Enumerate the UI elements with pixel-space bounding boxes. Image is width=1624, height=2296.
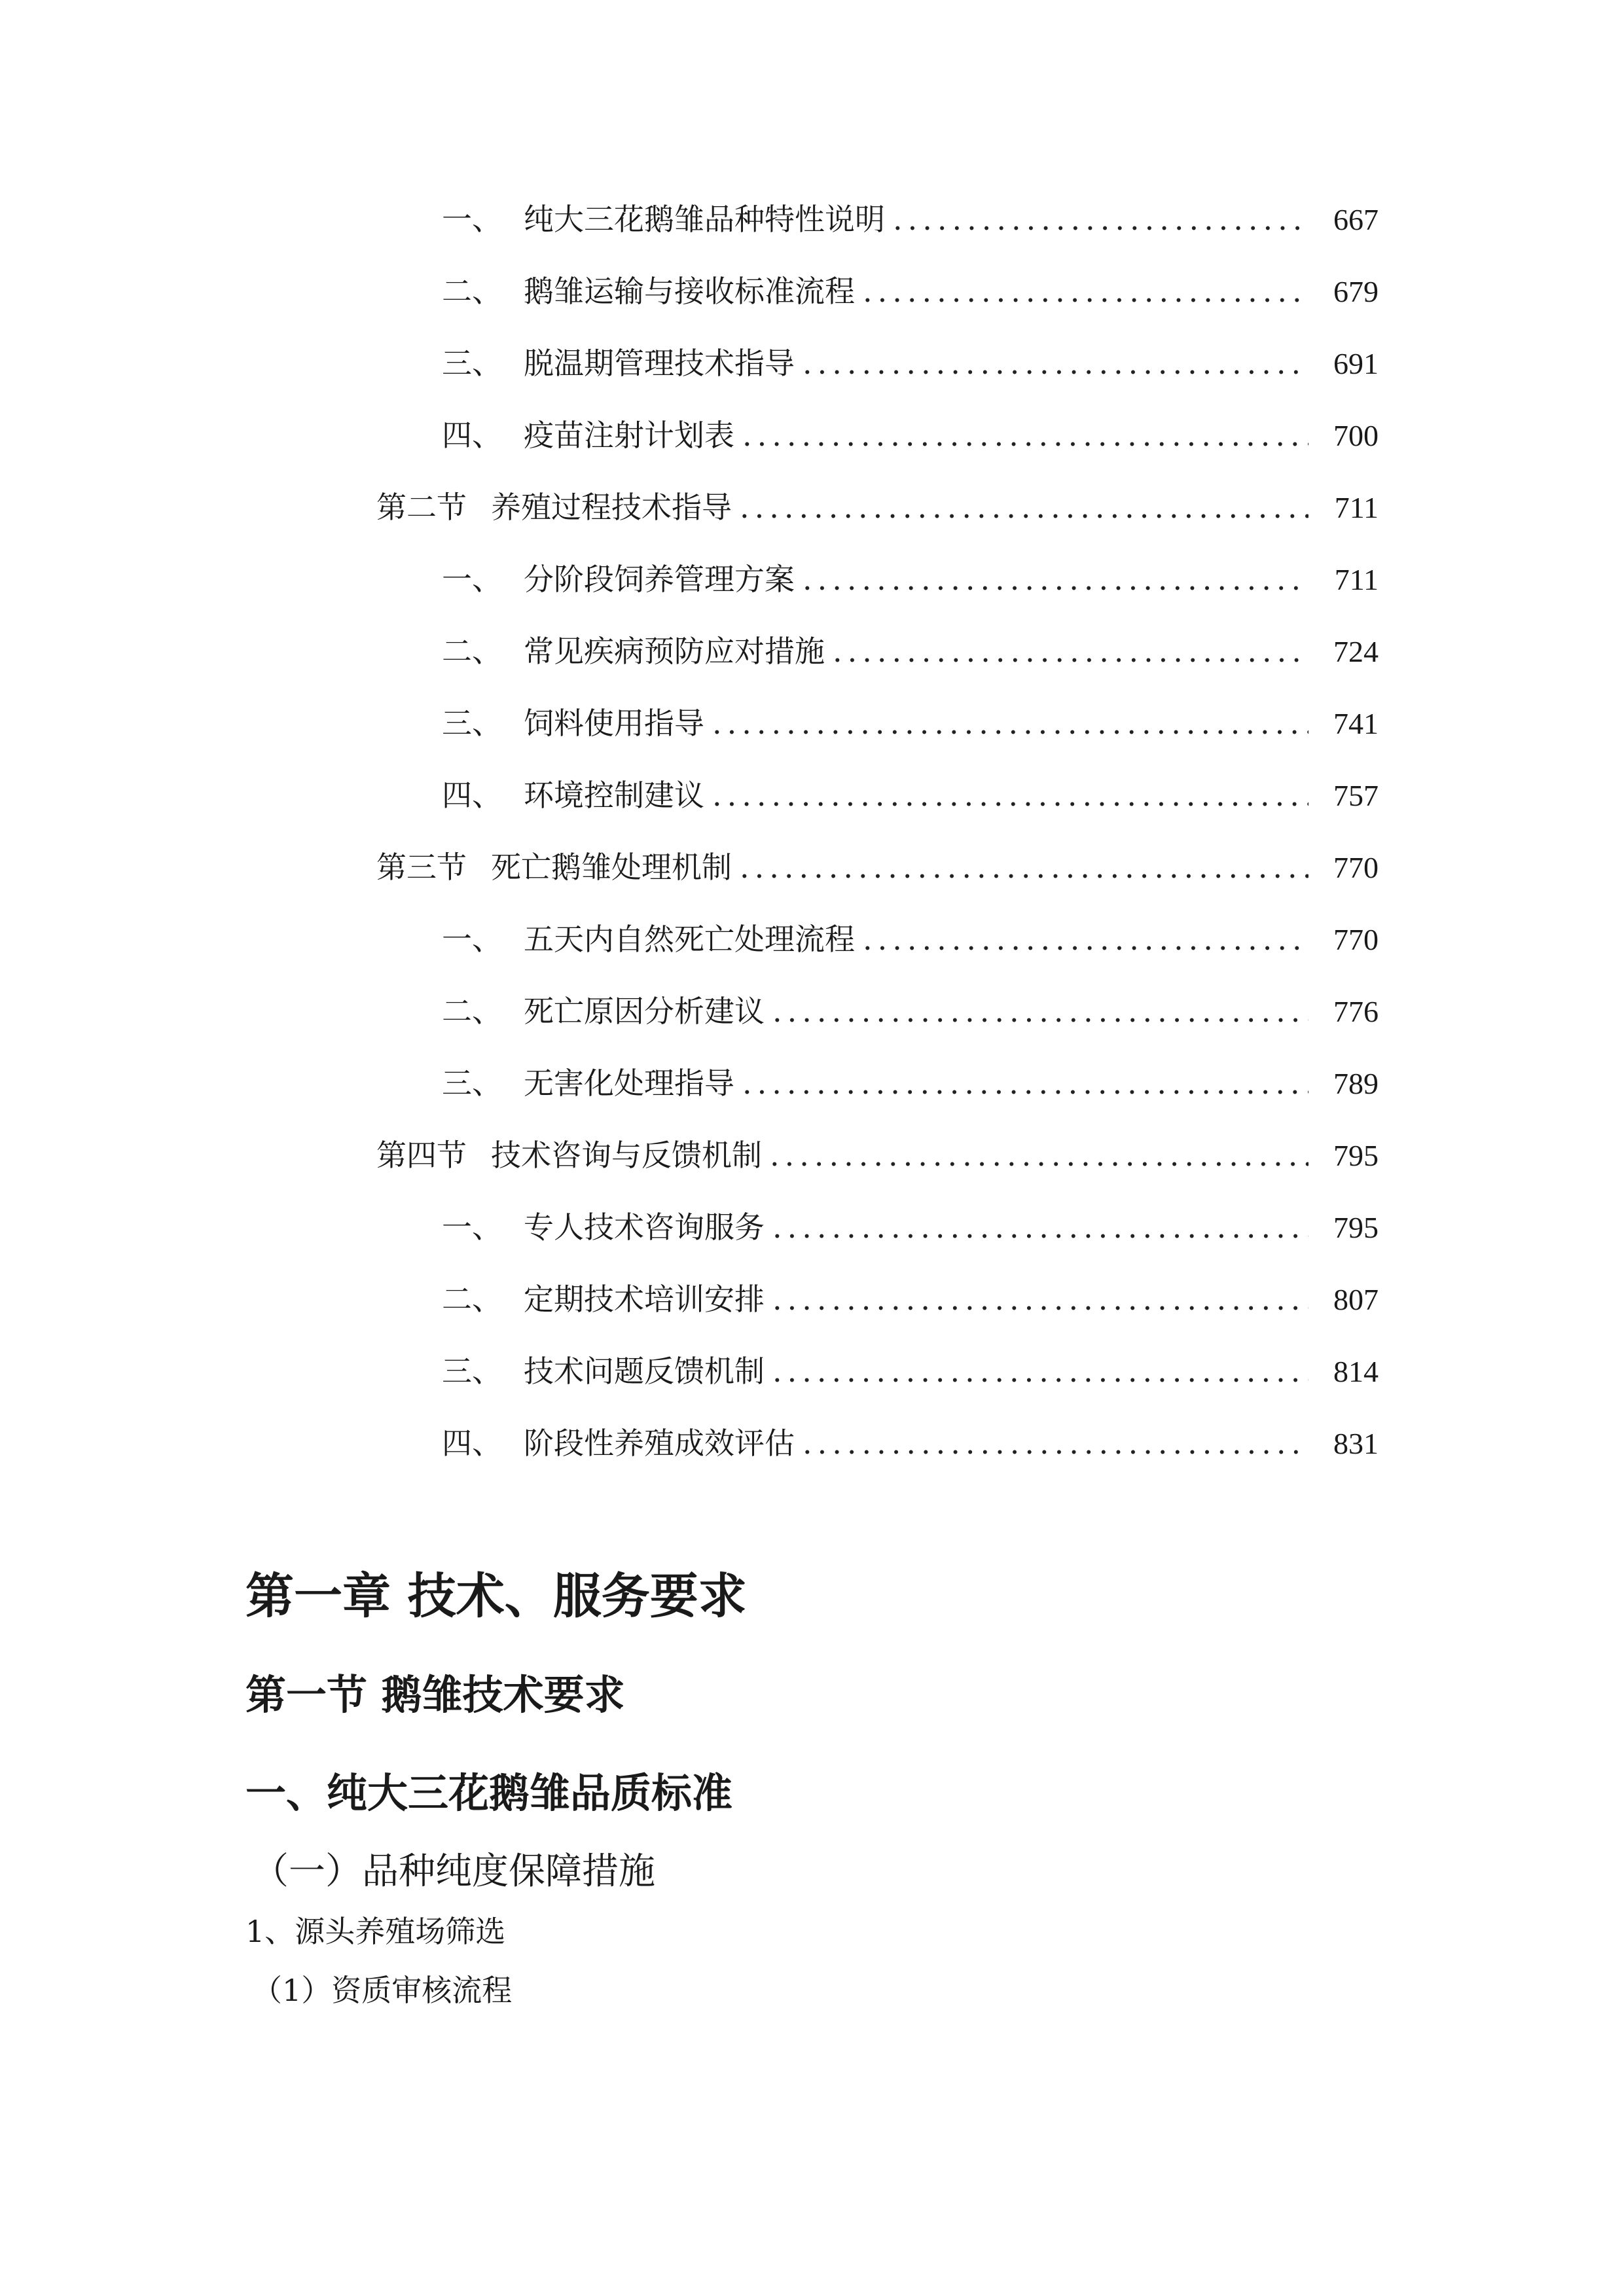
- toc-entry-number: 四、: [442, 778, 502, 813]
- toc-entry-number: 第四节: [376, 1138, 467, 1173]
- toc-entry-page: 807: [1333, 1283, 1379, 1316]
- toc-entry-number: 三、: [442, 706, 502, 741]
- toc-entry-number: 二、: [442, 994, 502, 1029]
- toc-dot-leader: [803, 553, 1308, 605]
- toc-entry-title: 鹅雏运输与接收标准流程: [524, 274, 855, 309]
- toc-entry[interactable]: [442, 769, 1379, 821]
- toc-entry-number: 三、: [442, 1354, 502, 1389]
- toc-entry-page: 667: [1333, 203, 1379, 236]
- toc-entry[interactable]: [442, 193, 1379, 245]
- toc-entry-title: 分阶段饲养管理方案: [524, 562, 795, 597]
- toc-section-entry[interactable]: [376, 1129, 1379, 1181]
- toc-dot-leader: [740, 841, 1308, 893]
- toc-dot-leader: [803, 1417, 1308, 1469]
- toc-entry-number: 一、: [442, 562, 502, 597]
- toc-entry-page: 789: [1333, 1067, 1379, 1100]
- toc-entry-page: 814: [1333, 1355, 1379, 1388]
- toc-entry-title: 五天内自然死亡处理流程: [524, 922, 855, 957]
- toc-entry-number: 四、: [442, 1426, 502, 1461]
- toc-entry[interactable]: [442, 985, 1379, 1037]
- chapter-heading: 第一章 技术、服务要求: [245, 1568, 747, 1624]
- toc-entry-page: 711: [1334, 563, 1379, 596]
- toc-section-entry[interactable]: [376, 481, 1379, 533]
- toc-entry-title: 纯大三花鹅雏品种特性说明: [524, 202, 885, 237]
- numbered-sub-heading: （1）资质审核流程: [252, 1973, 513, 2008]
- toc-entry-page: 679: [1333, 275, 1379, 308]
- toc-entry-title: 技术咨询与反馈机制: [491, 1138, 762, 1173]
- toc-entry[interactable]: [442, 265, 1379, 317]
- toc-dot-leader: [740, 481, 1308, 533]
- section-heading: 第一节 鹅雏技术要求: [245, 1671, 625, 1719]
- toc-entry-page: 795: [1333, 1211, 1379, 1244]
- toc-entry-number: 三、: [442, 346, 502, 381]
- toc-entry-title: 阶段性养殖成效评估: [524, 1426, 795, 1461]
- toc-entry-number: 一、: [442, 202, 502, 237]
- toc-entry-page: 795: [1333, 1139, 1379, 1172]
- toc-section-entry[interactable]: [376, 841, 1379, 893]
- toc-entry[interactable]: [442, 1201, 1379, 1253]
- toc-entry[interactable]: [442, 409, 1379, 461]
- toc-entry-title: 定期技术培训安排: [524, 1282, 765, 1317]
- toc-entry-title: 常见疾病预防应对措施: [524, 634, 825, 669]
- subsection-heading: 一、纯大三花鹅雏品质标准: [245, 1769, 733, 1817]
- toc-dot-leader: [803, 337, 1308, 389]
- toc-entry-page: 757: [1333, 779, 1379, 812]
- toc-dot-leader: [770, 1129, 1308, 1181]
- toc-entry-page: 700: [1333, 419, 1379, 452]
- paren-heading: （一）品种纯度保障措施: [252, 1850, 655, 1893]
- toc-entry-title: 死亡鹅雏处理机制: [491, 850, 732, 885]
- toc-dot-leader: [833, 625, 1308, 677]
- toc-entry-number: 三、: [442, 1066, 502, 1101]
- toc-entry-title: 死亡原因分析建议: [524, 994, 765, 1029]
- toc-dot-leader: [712, 697, 1308, 749]
- toc-entry-page: 711: [1334, 491, 1379, 524]
- toc-entry[interactable]: [442, 337, 1379, 389]
- toc-entry-title: 疫苗注射计划表: [524, 418, 734, 453]
- toc-entry-page: 776: [1333, 995, 1379, 1028]
- toc-dot-leader: [712, 769, 1308, 821]
- toc-entry-page: 691: [1333, 347, 1379, 380]
- toc-entry[interactable]: [442, 625, 1379, 677]
- toc-entry-page: 770: [1333, 923, 1379, 956]
- toc-entry-page: 831: [1333, 1427, 1379, 1460]
- toc-entry[interactable]: [442, 1057, 1379, 1109]
- toc-entry-title: 养殖过程技术指导: [491, 490, 732, 525]
- toc-entry-number: 四、: [442, 418, 502, 453]
- toc-entry-number: 一、: [442, 922, 502, 957]
- toc-entry[interactable]: [442, 1345, 1379, 1397]
- toc-entry-title: 技术问题反馈机制: [524, 1354, 765, 1389]
- toc-entry-number: 二、: [442, 634, 502, 669]
- toc-entry-title: 专人技术咨询服务: [524, 1210, 765, 1245]
- toc-dot-leader: [863, 913, 1308, 965]
- toc-dot-leader: [772, 985, 1308, 1037]
- toc-entry-number: 第二节: [376, 490, 467, 525]
- toc-entry-page: 741: [1333, 707, 1379, 740]
- toc-entry-title: 脱温期管理技术指导: [524, 346, 795, 381]
- toc-entry-number: 第三节: [376, 850, 467, 885]
- toc-dot-leader: [742, 1057, 1308, 1109]
- toc-entry[interactable]: [442, 697, 1379, 749]
- toc-entry[interactable]: [442, 1273, 1379, 1325]
- toc-entry-page: 724: [1333, 635, 1379, 668]
- toc-entry[interactable]: [442, 1417, 1379, 1469]
- toc-entry-title: 无害化处理指导: [524, 1066, 734, 1101]
- toc-entry-page: 770: [1333, 851, 1379, 884]
- toc-entry-number: 一、: [442, 1210, 502, 1245]
- toc-dot-leader: [863, 265, 1308, 317]
- numbered-heading: 1、源头养殖场筛选: [245, 1914, 506, 1949]
- toc-entry-title: 饲料使用指导: [524, 706, 704, 741]
- toc-dot-leader: [772, 1273, 1308, 1325]
- toc-dot-leader: [893, 193, 1308, 245]
- toc-entry-number: 二、: [442, 274, 502, 309]
- toc-dot-leader: [772, 1201, 1308, 1253]
- toc-entry[interactable]: [442, 553, 1379, 605]
- toc-entry-number: 二、: [442, 1282, 502, 1317]
- toc-entry[interactable]: [442, 913, 1379, 965]
- toc-entry-title: 环境控制建议: [524, 778, 704, 813]
- toc-dot-leader: [742, 409, 1308, 461]
- toc-dot-leader: [772, 1345, 1308, 1397]
